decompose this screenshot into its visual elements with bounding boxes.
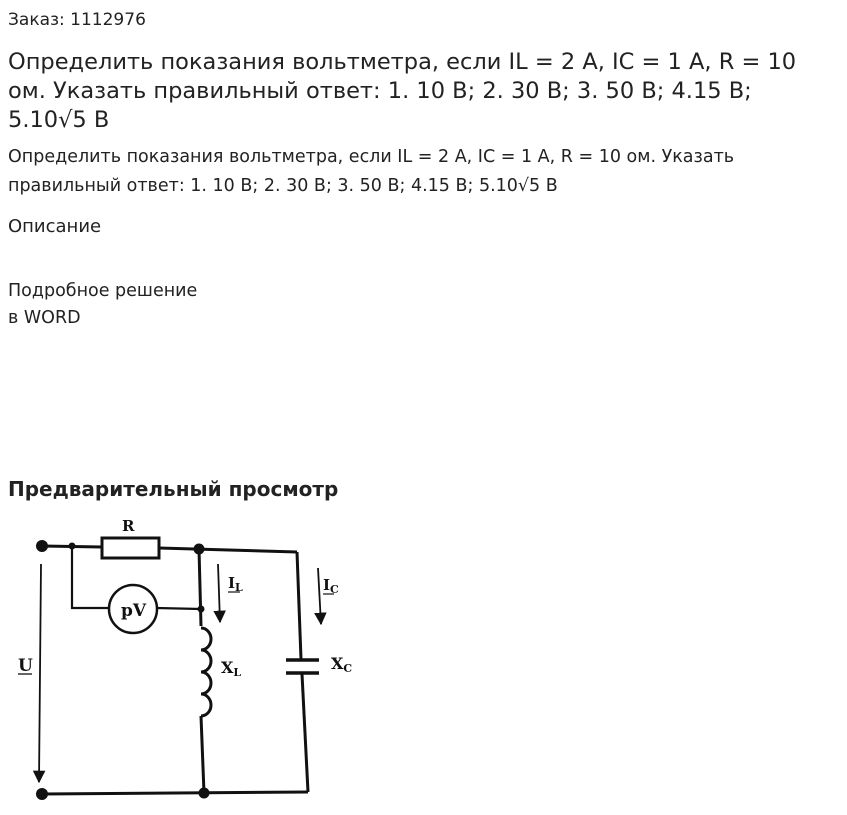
terminal-top-left: [36, 540, 48, 552]
label-xc-sub: C: [343, 662, 353, 675]
label-xl-sub: L: [233, 666, 242, 679]
bottom-wire: [42, 792, 308, 794]
circuit-preview-image: [10, 516, 360, 806]
circuit-diagram: [10, 516, 360, 806]
label-pv: pV: [121, 601, 147, 621]
voltage-arrow: [39, 564, 41, 782]
page-title: Определить показания вольтметра, если IL = 2 А, IC = 1 А, R = 10 ом. Указать правильный ответ: 1. 10 В; 2. 30 В; 3. 50 В; 4.15 В; 5.10√5 В: [8, 49, 797, 133]
label-r: R: [122, 517, 135, 535]
description-body: [8, 278, 197, 332]
label-ic-sub: C: [330, 583, 339, 596]
label-il-sub: L: [235, 581, 243, 594]
label-il-letter: I: [228, 574, 236, 592]
label-xc-letter: X: [331, 654, 344, 673]
order-number: Заказ: 1112976: [8, 10, 146, 30]
task-text: Определить показания вольтметра, если IL = 2 А, IC = 1 А, R = 10 ом. Указать правильный ответ: 1. 10 В; 2. 30 В; 3. 50 В; 4.15 В; 5.10√5 В: [8, 147, 735, 196]
label-ic-letter: I: [323, 576, 331, 594]
description-heading: Описание: [8, 216, 102, 237]
label-xl-letter: X: [221, 658, 234, 677]
label-ic: [323, 576, 339, 596]
resistor-symbol: [102, 538, 159, 558]
description-line: в WORD: [8, 308, 81, 328]
label-il: [228, 574, 243, 594]
current-il-arrow: [218, 564, 220, 622]
label-u: U: [18, 656, 33, 676]
description-line: Подробное решение: [8, 281, 198, 301]
top-wire: [42, 546, 297, 552]
capacitor-branch: [286, 552, 319, 792]
current-ic-arrow: [318, 568, 321, 624]
label-xl: [221, 658, 241, 679]
label-xc: [331, 654, 352, 675]
inductor-branch: [199, 549, 211, 793]
preview-heading: Предварительный просмотр: [8, 477, 339, 501]
